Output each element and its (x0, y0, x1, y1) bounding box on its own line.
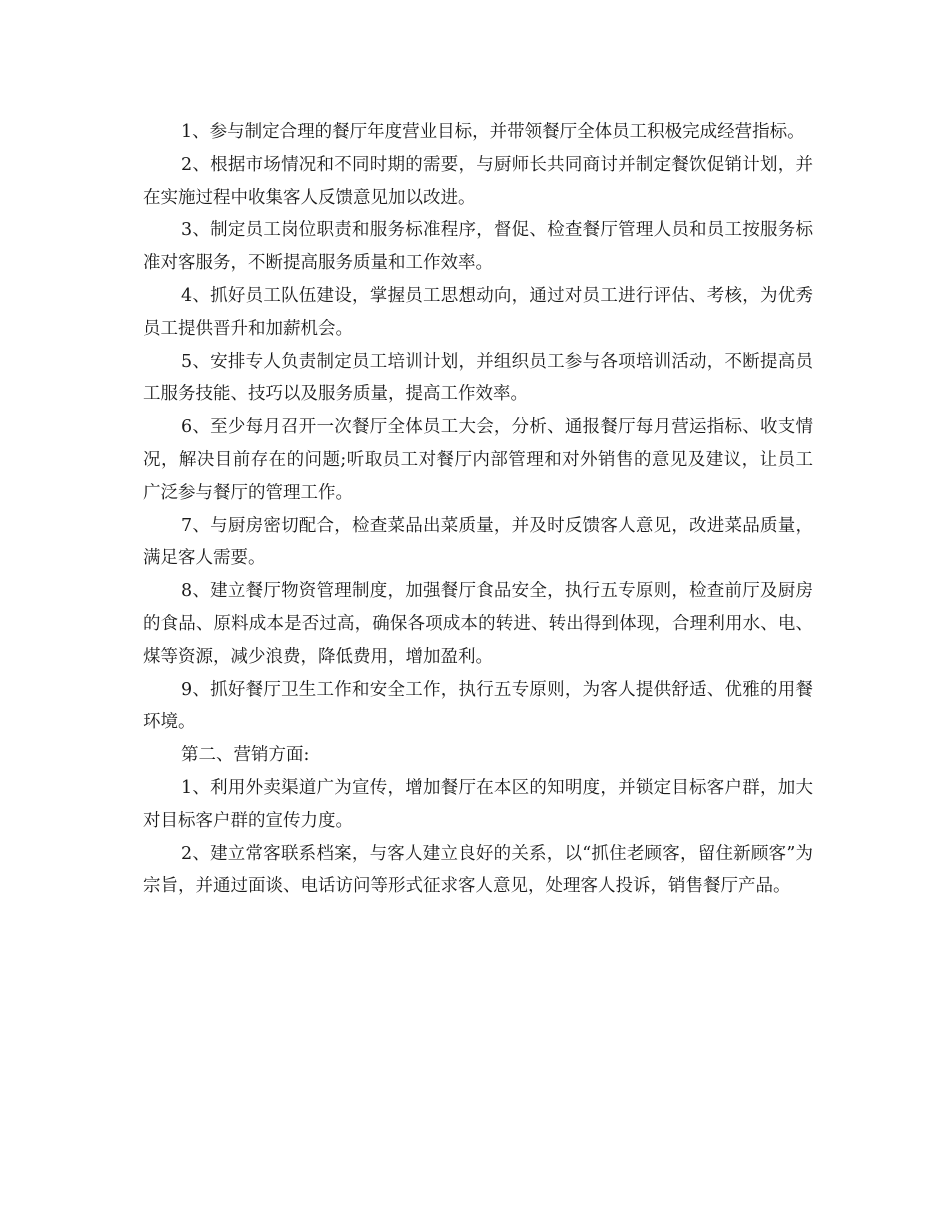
paragraph-marketing-2: 2、建立常客联系档案，与客人建立良好的关系，以“抓住老顾客，留住新顾客”为宗旨，并通过面谈、电话访问等形式征求客人意见，处理客人投诉，销售餐厅产品。 (143, 843, 813, 897)
paragraph-marketing-1: 1、利用外卖渠道广为宣传，增加餐厅在本区的知明度，并锁定目标客户群，加大对目标客户群的宣传力度。 (143, 777, 813, 831)
paragraph-7: 7、与厨房密切配合，检查菜品出菜质量，并及时反馈客人意见，改进菜品质量，满足客人需要。 (143, 515, 813, 569)
paragraph-4: 4、抓好员工队伍建设，掌握员工思想动向，通过对员工进行评估、考核，为优秀员工提供晋升和加薪机会。 (143, 285, 813, 339)
paragraph-1: 1、参与制定合理的餐厅年度营业目标，并带领餐厅全体员工积极完成经营指标。 (181, 122, 805, 142)
paragraph-2: 2、根据市场情况和不同时期的需要，与厨师长共同商讨并制定餐饮促销计划，并在实施过程中收集客人反馈意见加以改进。 (143, 154, 813, 208)
paragraph-3: 3、制定员工岗位职责和服务标准程序，督促、检查餐厅管理人员和员工按服务标准对客服务，不断提高服务质量和工作效率。 (143, 220, 813, 274)
paragraph-9: 9、抓好餐厅卫生工作和安全工作，执行五专原则，为客人提供舒适、优雅的用餐环境。 (143, 679, 813, 733)
paragraph-6: 6、至少每月召开一次餐厅全体员工大会，分析、通报餐厅每月营运指标、收支情况，解决目前存在的问题;听取员工对餐厅内部管理和对外销售的意见及建议，让员工广泛参与餐厅的管理工作。 (143, 417, 813, 503)
paragraph-5: 5、安排专人负责制定员工培训计划，并组织员工参与各项培训活动，不断提高员工服务技能、技巧以及服务质量，提高工作效率。 (143, 351, 813, 405)
paragraph-8: 8、建立餐厅物资管理制度，加强餐厅食品安全，执行五专原则，检查前厅及厨房的食品、原料成本是否过高，确保各项成本的转进、转出得到体现，合理利用水、电、煤等资源，减少浪费，降低费用，增加盈利。 (143, 581, 813, 667)
document-body (143, 116, 813, 903)
section-heading-marketing: 第二、营销方面: (181, 745, 310, 766)
